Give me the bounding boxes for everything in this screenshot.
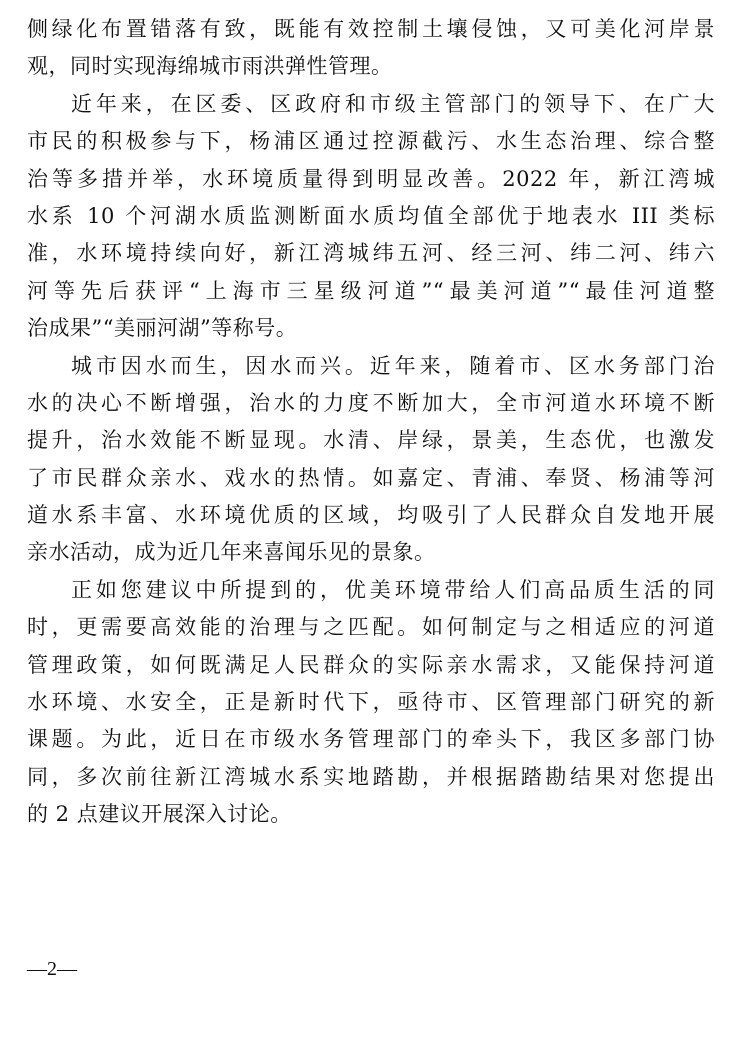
text-line: 观，同时实现海绵城市雨洪弹性管理。	[27, 54, 393, 79]
text-line: 管理政策，如何既满足人民群众的实际亲水需求，又能保持河道	[27, 652, 715, 677]
paragraph-3	[27, 348, 715, 572]
text-line: 提升，治水效能不断显现。水清、岸绿，景美，生态优，也激发	[27, 428, 715, 453]
text-line: 近年来，在区委、区政府和市级主管部门的领导下、在广大	[71, 91, 715, 116]
text-line: 水的决心不断增强，治水的力度不断加大，全市河道水环境不断	[27, 390, 715, 415]
paragraph-1	[27, 11, 715, 86]
document-page	[27, 0, 715, 834]
text-line: 道水系丰富、水环境优质的区域，均吸引了人民群众自发地开展	[27, 503, 715, 528]
text-line: 治成果”“美丽河湖”等称号。	[27, 316, 298, 341]
text-line: 时，更需要高效能的治理与之匹配。如何制定与之相适应的河道	[27, 615, 715, 640]
text-line: 的 2 点建议开展深入讨论。	[27, 802, 292, 827]
text-line: 准，水环境持续向好，新江湾城纬五河、经三河、纬二河、纬六	[27, 241, 715, 266]
text-line: 同，多次前往新江湾城水系实地踏勘，并根据踏勘结果对您提出	[27, 764, 715, 789]
text-line: 亲水活动，成为近几年来喜闻乐见的景象。	[27, 540, 436, 565]
paragraph-2	[27, 86, 715, 348]
text-line: 正如您建议中所提到的，优美环境带给人们高品质生活的同	[71, 577, 715, 602]
text-line: 水系 10 个河湖水质监测断面水质均值全部优于地表水 III 类标	[27, 203, 715, 228]
text-line: 市民的积极参与下，杨浦区通过控源截污、水生态治理、综合整	[27, 129, 715, 154]
text-line: 了市民群众亲水、戏水的热情。如嘉定、青浦、奉贤、杨浦等河	[27, 465, 715, 490]
text-line: 水环境、水安全，正是新时代下，亟待市、区管理部门研究的新	[27, 690, 715, 715]
page-number: —2—	[27, 958, 77, 980]
paragraph-4	[27, 572, 715, 834]
text-line: 治等多措并举，水环境质量得到明显改善。2022 年，新江湾城	[27, 166, 715, 191]
text-line: 侧绿化布置错落有致，既能有效控制土壤侵蚀，又可美化河岸景	[27, 17, 715, 41]
text-line: 城市因水而生，因水而兴。近年来，随着市、区水务部门治	[71, 353, 715, 378]
text-line: 课题。为此，近日在市级水务管理部门的牵头下，我区多部门协	[27, 727, 715, 752]
text-line: 河等先后获评“上海市三星级河道”“最美河道”“最佳河道整	[27, 278, 715, 303]
